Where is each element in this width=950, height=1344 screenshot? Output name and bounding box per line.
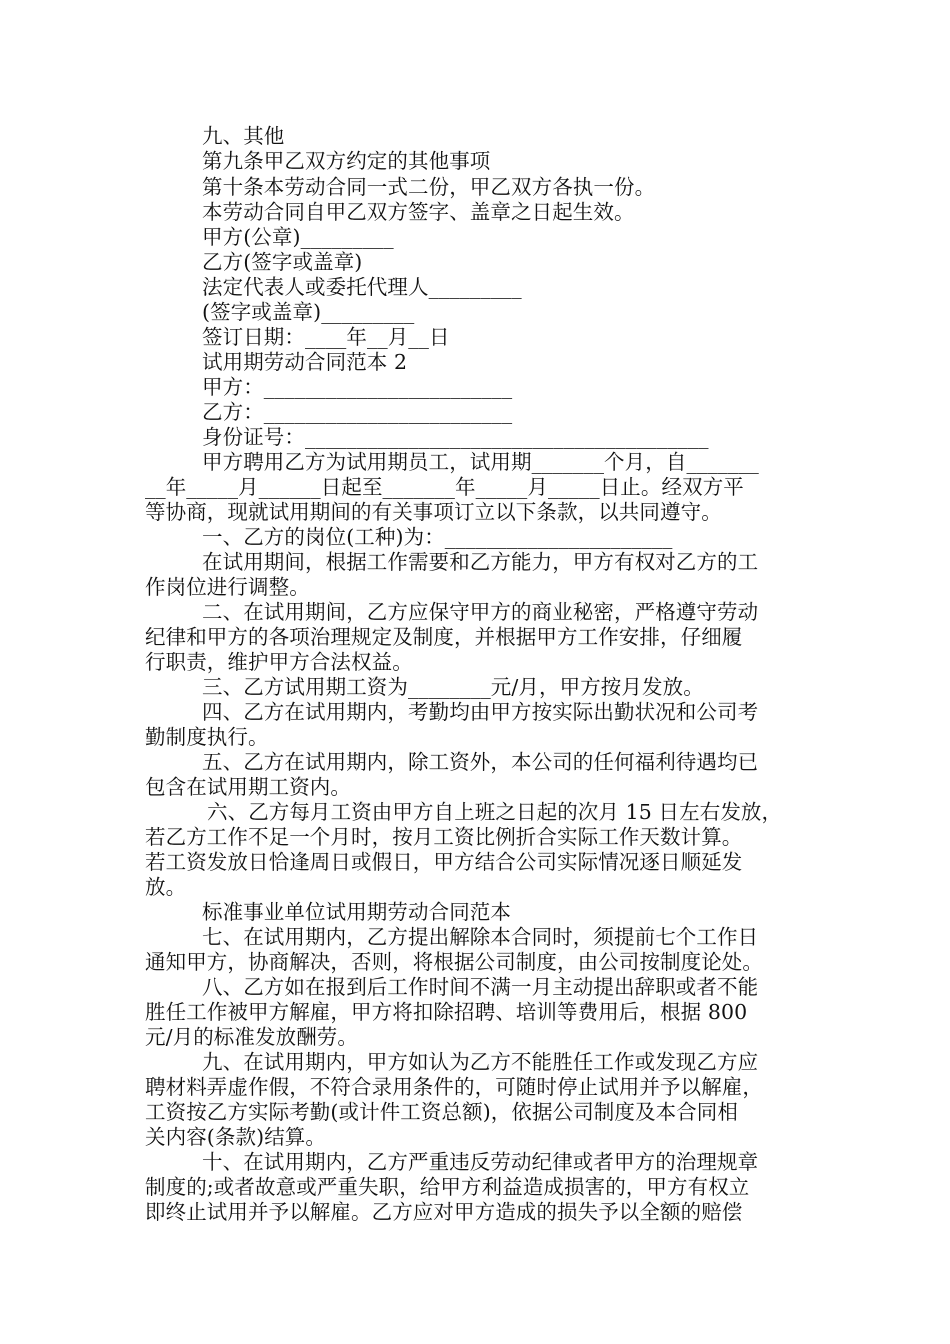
text-line: 四、乙方在试用期内，考勤均由甲方按实际出勤状况和公司考: [202, 700, 759, 724]
text-line: 若工资发放日恰逢周日或假日，甲方结合公司实际情况逐日顺延发: [145, 850, 743, 874]
text-line: 通知甲方，协商解决，否则，将根据公司制度，由公司按制度论处。: [145, 950, 763, 974]
text-line: 试用期劳动合同范本 2: [202, 350, 408, 374]
text-line: 甲方聘用乙方为试用期员工，试用期_______个月，自_______: [202, 450, 759, 474]
text-line: 聘材料弄虚作假，不符合录用条件的，可随时停止试用并予以解雇，: [145, 1075, 763, 1099]
text-line: (签字或盖章)_________: [202, 300, 415, 324]
text-line: 五、乙方在试用期内，除工资外，本公司的任何福利待遇均已: [202, 750, 759, 774]
text-line: 七、在试用期内，乙方提出解除本合同时，须提前七个工作日: [202, 925, 759, 949]
text-line: 放。: [145, 875, 187, 899]
text-line: 在试用期间，根据工作需要和乙方能力，甲方有权对乙方的工: [202, 550, 759, 574]
text-line: 标准事业单位试用期劳动合同范本: [202, 900, 511, 924]
text-line: 签订日期：____年__月__日: [202, 325, 450, 349]
text-line: 乙方(签字或盖章): [202, 250, 363, 274]
text-line: 作岗位进行调整。: [145, 575, 310, 599]
text-line: 九、在试用期内，甲方如认为乙方不能胜任工作或发现乙方应: [202, 1050, 759, 1074]
text-line: 等协商，现就试用期间的有关事项订立以下条款，以共同遵守。: [145, 500, 722, 524]
text-line: 制度的;或者故意或严重失职，给甲方利益造成损害的，甲方有权立: [145, 1175, 750, 1199]
text-line: 乙方：________________________: [202, 400, 513, 424]
text-line: 六、乙方每月工资由甲方自上班之日起的次月 15 日左右发放，: [207, 800, 783, 824]
text-line: 甲方：________________________: [202, 375, 513, 399]
text-line: 二、在试用期间，乙方应保守甲方的商业秘密，严格遵守劳动: [202, 600, 759, 624]
text-line: 法定代表人或委托代理人_________: [202, 275, 522, 299]
text-line: 九、其他: [202, 124, 285, 148]
text-line: 包含在试用期工资内。: [145, 775, 351, 799]
text-line: 十、在试用期内，乙方严重违反劳动纪律或者甲方的治理规章: [202, 1150, 759, 1174]
text-line: 身份证号：_______________________________________: [202, 425, 709, 449]
text-line: 勤制度执行。: [145, 725, 269, 749]
text-line: 元/月的标准发放酬劳。: [145, 1025, 359, 1049]
text-line: 若乙方工作不足一个月时，按月工资比例折合实际工作天数计算。: [145, 825, 743, 849]
text-line: 一、乙方的岗位(工种)为：______________________: [202, 525, 673, 549]
text-line: 甲方(公章)_________: [202, 225, 394, 249]
text-line: 本劳动合同自甲乙双方签字、盖章之日起生效。: [202, 200, 635, 224]
text-line: 八、乙方如在报到后工作时间不满一月主动提出辞职或者不能: [202, 975, 759, 999]
text-line: 即终止试用并予以解雇。乙方应对甲方造成的损失予以全额的赔偿: [145, 1200, 743, 1224]
text-line: 三、乙方试用期工资为________元/月，甲方按月发放。: [202, 675, 704, 699]
text-line: 纪律和甲方的各项治理规定及制度，并根据甲方工作安排，仔细履: [145, 625, 743, 649]
text-line: 行职责，维护甲方合法权益。: [145, 650, 413, 674]
text-line: 胜任工作被甲方解雇，甲方将扣除招聘、培训等费用后，根据 800: [145, 1000, 748, 1024]
text-line: 关内容(条款)结算。: [145, 1125, 326, 1149]
text-line: 第十条本劳动合同一式二份，甲乙双方各执一份。: [202, 175, 656, 199]
text-line: __年_____月______日起至_______年_____月_____日止。经双方平: [145, 475, 744, 499]
text-line: 第九条甲乙双方约定的其他事项: [202, 149, 491, 173]
text-line: 工资按乙方实际考勤(或计件工资总额)，依据公司制度及本合同相: [145, 1100, 738, 1124]
